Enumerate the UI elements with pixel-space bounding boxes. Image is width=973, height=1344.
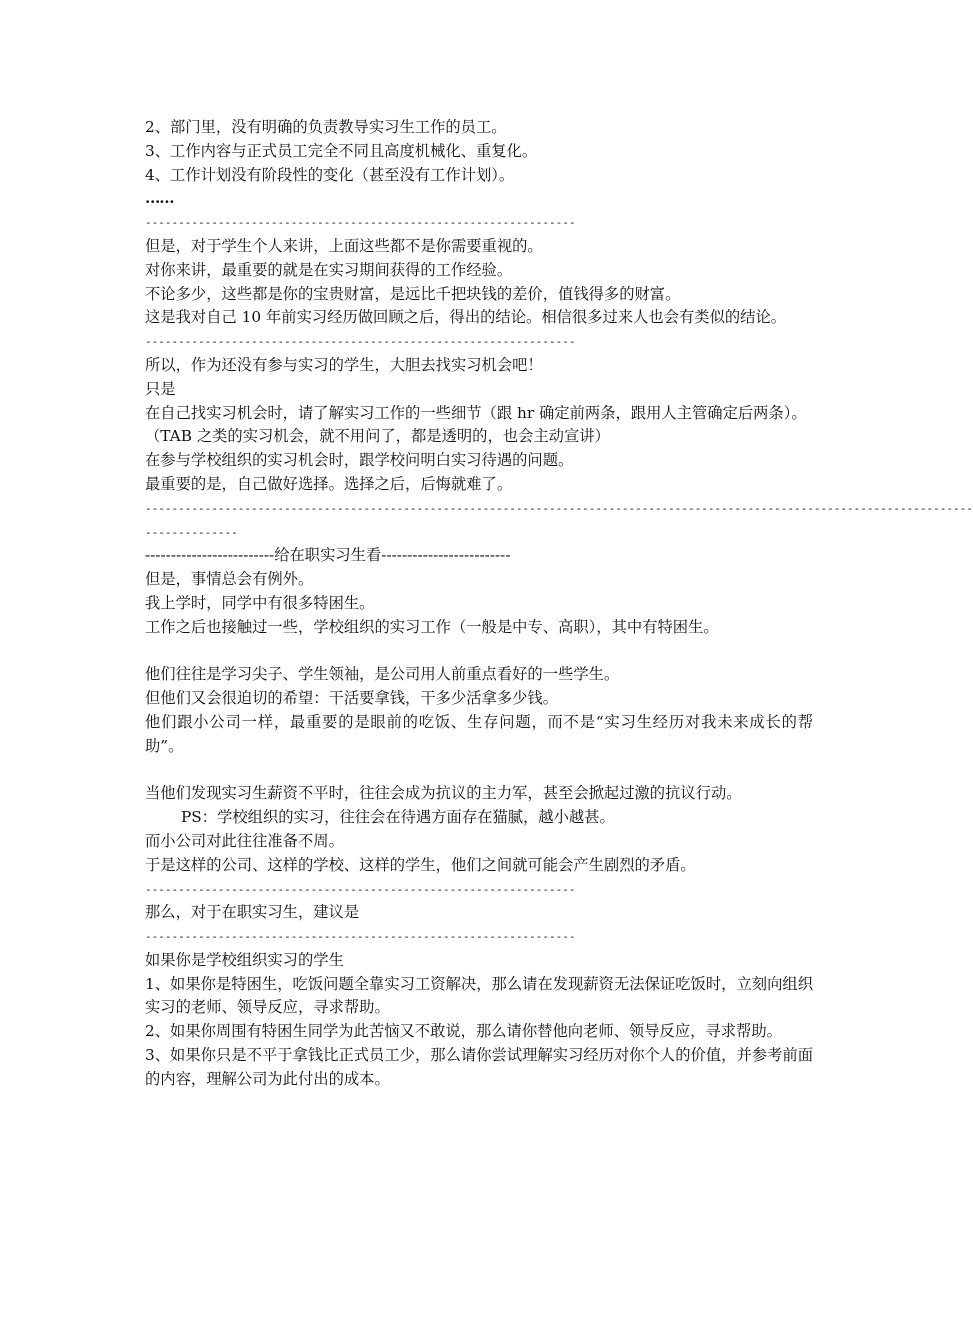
text-line: 不论多少，这些都是你的宝贵财富，是远比千把块钱的差价，值钱得多的财富。 bbox=[145, 284, 681, 303]
blank-line bbox=[145, 640, 813, 664]
document-page bbox=[145, 116, 973, 1092]
text-line: 所以，作为还没有参与实习的学生，大胆去找实习机会吧！ bbox=[145, 355, 543, 374]
text-paragraph: 这是我对自己 10 年前实习经历做回顾之后，得出的结论。相信很多过来人也会有类似的结论。 bbox=[145, 308, 787, 327]
ellipsis-line: …… bbox=[145, 189, 174, 208]
text-line: 但是，事情总会有例外。 bbox=[145, 570, 314, 589]
text-line: 3、工作内容与正式员工完全不同且高度机械化、重复化。 bbox=[145, 141, 538, 160]
text-line: 只是 bbox=[145, 379, 176, 398]
text-paragraph: 2、如果你周围有特困生同学为此苦恼又不敢说，那么请你替他向老师、领导反应，寻求帮助。 bbox=[145, 1022, 782, 1041]
separator-line-tail: -------------- bbox=[145, 525, 238, 539]
text-line: 他们往往是学习尖子、学生领袖，是公司用人前重点看好的一些学生。 bbox=[145, 665, 620, 684]
text-line: 当他们发现实习生薪资不平时，往往会成为抗议的主力军，甚至会掀起过激的抗议行动。 bbox=[145, 784, 742, 803]
text-line: 对你来讲，最重要的就是在实习期间获得的工作经验。 bbox=[145, 260, 513, 279]
text-line: 那么，对于在职实习生，建议是 bbox=[145, 903, 360, 922]
section-heading: -------------------------给在职实习生看------------------------- bbox=[145, 546, 511, 565]
separator-line: ----------------------------------------------------------------- bbox=[145, 882, 576, 896]
text-line: 在参与学校组织的实习机会时，跟学校问明白实习待遇的问题。 bbox=[145, 451, 574, 470]
separator-line: ----------------------------------------------------------------- bbox=[145, 930, 576, 944]
separator-line: ----------------------------------------------------------------- bbox=[145, 335, 576, 349]
text-line: 于是这样的公司、这样的学校、这样的学生，他们之间就可能会产生剧烈的矛盾。 bbox=[145, 855, 696, 874]
text-line: 但他们又会很迫切的希望：干活要拿钱，干多少活拿多少钱。 bbox=[145, 689, 559, 708]
text-line: 但是，对于学生个人来讲，上面这些都不是你需要重视的。 bbox=[145, 236, 543, 255]
separator-line-long: ----------------------------------------------------------------------------------------------------------------------------- bbox=[145, 501, 973, 515]
text-paragraph: 他们跟小公司一样，最重要的是眼前的吃饭、生存问题，而不是“实习生经历对我未来成长的帮助”。 bbox=[145, 712, 813, 755]
text-line: 工作之后也接触过一些，学校组织的实习工作（一般是中专、高职），其中有特困生。 bbox=[145, 617, 719, 636]
text-line: 如果你是学校组织实习的学生 bbox=[145, 950, 344, 969]
blank-line bbox=[145, 759, 813, 783]
text-line: 4、工作计划没有阶段性的变化（甚至没有工作计划）。 bbox=[145, 165, 515, 184]
text-paragraph: 3、如果你只是不平于拿钱比正式员工少，那么请你尝试理解实习经历对你个人的价值，并参考前面的内容，理解公司为此付出的成本。 bbox=[145, 1046, 813, 1088]
text-line: 我上学时，同学中有很多特困生。 bbox=[145, 593, 375, 612]
text-line: 2、部门里，没有明确的负责教导实习生工作的员工。 bbox=[145, 118, 507, 136]
ps-note: PS：学校组织的实习，往往会在待遇方面存在猫腻，越小越甚。 bbox=[181, 808, 615, 827]
text-paragraph: 在自己找实习机会时，请了解实习工作的一些细节（跟 hr 确定前两条，跟用人主管确定后两条）。 bbox=[145, 403, 807, 422]
text-line: 而小公司对此往往准备不周。 bbox=[145, 831, 344, 850]
separator-line: ----------------------------------------------------------------- bbox=[145, 216, 576, 230]
text-line: （TAB 之类的实习机会，就不用问了，都是透明的，也会主动宣讲） bbox=[145, 427, 610, 446]
text-paragraph: 1、如果你是特困生，吃饭问题全靠实习工资解决，那么请在发现薪资无法保证吃饭时，立刻向组织实习的老师、领导反应，寻求帮助。 bbox=[145, 974, 813, 1017]
text-line: 最重要的是，自己做好选择。选择之后，后悔就难了。 bbox=[145, 474, 513, 493]
